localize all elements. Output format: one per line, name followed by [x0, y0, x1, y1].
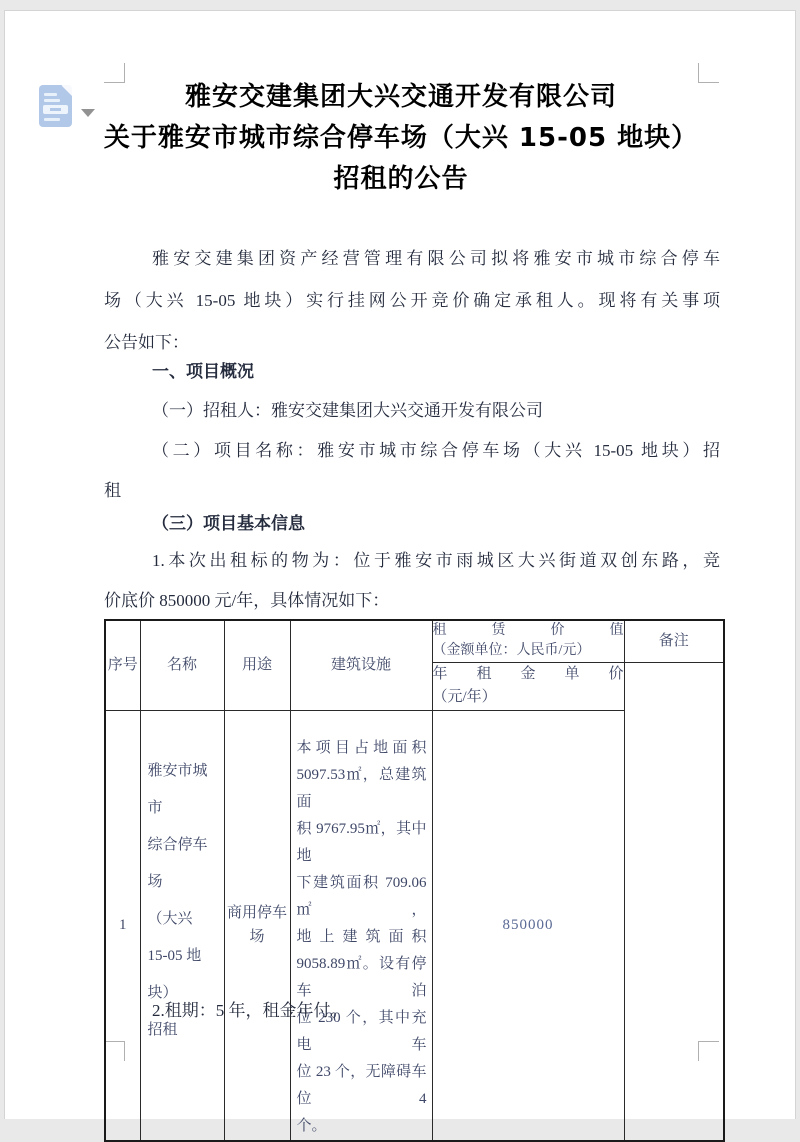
table-header-remark: 备注	[624, 620, 724, 662]
table-cell-usage: 商用停车 场	[224, 710, 290, 1141]
table-header-rent-sub: 年租金单价 （元/年）	[432, 662, 624, 710]
intro-paragraph: 雅安交建集团资产经营管理有限公司拟将雅安市城市综合停车 场（大兴 15-05 地块）实行挂网公开竞价确定承租人。现将有关事项 公告如下：	[104, 249, 720, 352]
table-header-seq: 序号	[105, 620, 140, 710]
table-header-facilities: 建筑设施	[290, 620, 432, 710]
table-cell-rent-value: 850000	[432, 710, 624, 1141]
table-cell-name: 雅安市城市 综合停车场 （大兴 15-05 地块） 招租	[140, 710, 224, 1141]
table-cell-remark	[624, 662, 724, 1141]
document-title: 雅安交建集团大兴交通开发有限公司 关于雅安市城市综合停车场（大兴 15-05 地块） 招租的公告	[103, 82, 699, 194]
table-header-name: 名称	[140, 620, 224, 710]
table-header-rent-value: 租赁价值 （金额单位：人民币/元）	[432, 620, 624, 662]
section-item-1: （一）招租人：雅安交建集团大兴交通开发有限公司	[152, 401, 543, 420]
detail-paragraph-1: 1.本次出租标的物为：位于雅安市雨城区大兴街道双创东路，竞 价底价 850000 元/年，具体情况如下：	[104, 551, 720, 610]
table-cell-seq: 1	[105, 710, 140, 1141]
project-info-table	[104, 619, 723, 1142]
section-item-2: （二）项目名称：雅安市城市综合停车场（大兴 15-05 地块）招 租	[104, 441, 720, 500]
table-header-usage: 用途	[224, 620, 290, 710]
section-heading-1: 一、项目概况	[152, 362, 254, 381]
table-cell-facilities: 本项目占地面积 5097.53㎡，总建筑面 积 9767.95㎡，其中地 下建筑面积 709.06㎡， 地上建筑面积 9058.89㎡。设有停车泊 位 230 个，其中充电车 位 23 个，无障碍车位 4 个。	[290, 710, 432, 1141]
section-item-3: （三）项目基本信息	[152, 514, 305, 533]
detail-paragraph-2: 2.租期：5 年，租金年付。	[152, 1001, 348, 1020]
document-page	[4, 10, 796, 1134]
